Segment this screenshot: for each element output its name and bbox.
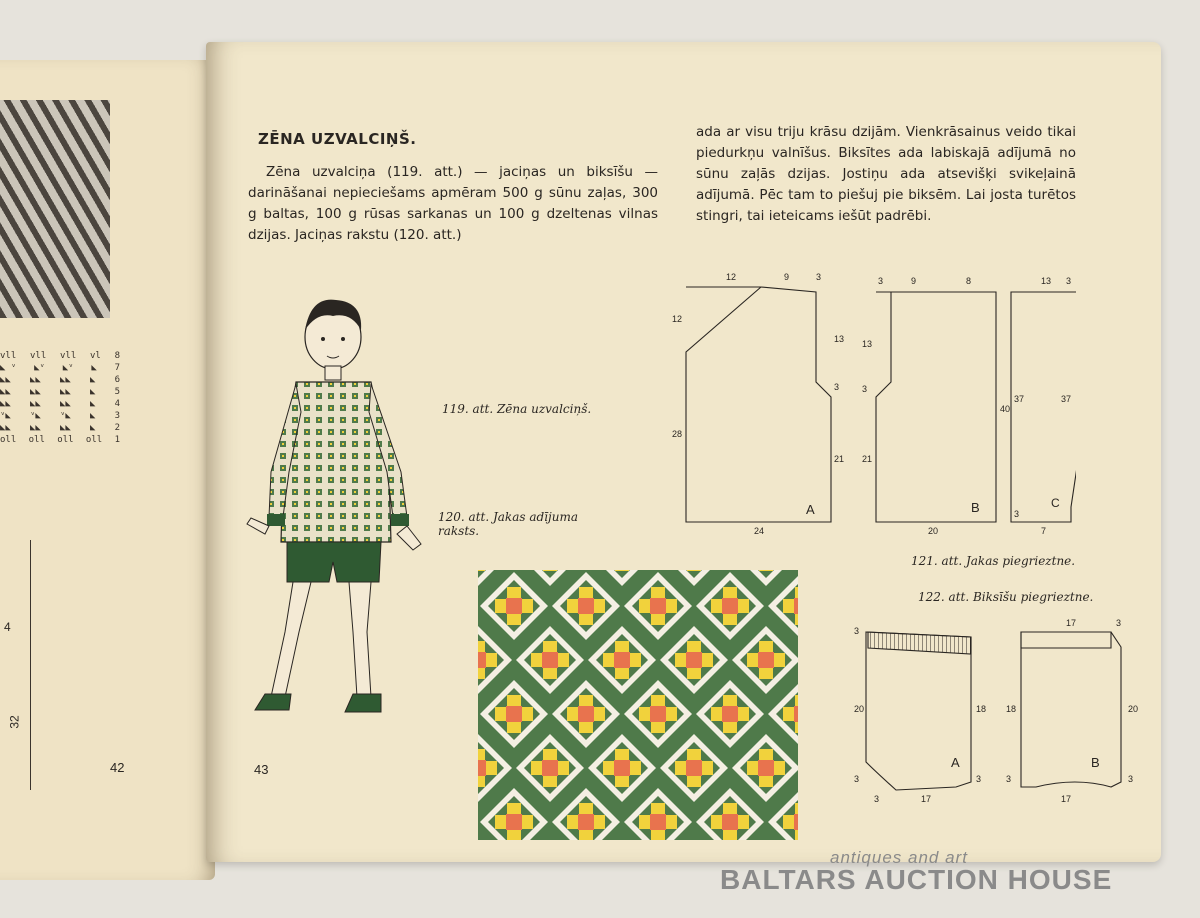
right-page bbox=[206, 42, 1161, 862]
pants-b-dim-corner: 3 bbox=[1006, 774, 1012, 784]
pants-b-dim-left: 18 bbox=[1006, 704, 1017, 714]
stitch-chart-cell: oll bbox=[0, 435, 17, 445]
stitch-chart-cell: 6 bbox=[114, 375, 120, 385]
b-dim-left-top: 13 bbox=[862, 339, 873, 349]
pants-a-dim-right: 18 bbox=[976, 704, 987, 714]
stitch-chart-row bbox=[0, 362, 120, 374]
stitch-chart-row bbox=[0, 350, 120, 362]
c-label: C bbox=[1051, 496, 1060, 510]
body-text-column-2: ada ar visu triju krāsu dzijām. Vienkrāsainus veido tikai piedurkņu valnīšus. Biksītes ada labiskajā adījumā no sūnu zaļās dzijas. Jostiņu ada atsevišķi svikeļainā adījumā. Pēc tam to piešuj pie biksēm. Lai josta turētos stingri, tai ieteicams iešūt padrēbi. bbox=[696, 124, 1076, 224]
b-dim-bottom: 20 bbox=[928, 526, 939, 536]
pants-b-dim-right: 20 bbox=[1128, 704, 1139, 714]
a-dim-left-top: 12 bbox=[672, 314, 683, 324]
stitch-chart-row bbox=[0, 434, 120, 446]
stitch-chart-cell: 2 bbox=[114, 423, 120, 433]
a-dim-right-mid: 3 bbox=[834, 382, 840, 392]
page-number-left: 42 bbox=[110, 760, 125, 775]
pants-a-dim-corner: 3 bbox=[874, 794, 880, 804]
pants-a-dim-bottom: 17 bbox=[921, 794, 932, 804]
jacket-pattern-diagram bbox=[666, 262, 1076, 542]
caption-120: 120. att. Jakas adījuma raksts. bbox=[438, 510, 578, 538]
stitch-chart-cell: ◣◣ bbox=[30, 387, 41, 397]
stitch-chart-cell: 4 bbox=[114, 399, 120, 409]
pants-a-dim-top-left: 3 bbox=[854, 626, 860, 636]
stitch-chart-cell: ◣ᵛ bbox=[34, 363, 45, 373]
pants-a-label: A bbox=[951, 755, 960, 770]
stitch-chart-cell: ◣◣ bbox=[60, 423, 71, 433]
stitch-chart-row bbox=[0, 386, 120, 398]
pants-a-dim-left: 20 bbox=[854, 704, 865, 714]
page-number-right: 43 bbox=[254, 762, 269, 777]
stitch-chart-cell: ◣ bbox=[90, 387, 96, 397]
c-dim-top: 13 bbox=[1041, 276, 1052, 286]
b-dim-left-bottom: 21 bbox=[862, 454, 873, 464]
c-dim-right: 37 bbox=[1061, 394, 1072, 404]
stitch-chart-cell: ◣◣ bbox=[60, 399, 71, 409]
a-dim-right-top: 13 bbox=[834, 334, 845, 344]
stitch-chart-cell: ◣◣ bbox=[0, 387, 11, 397]
stitch-chart-cell: vll bbox=[30, 351, 47, 361]
b-dim-top-right: 8 bbox=[966, 276, 972, 286]
a-dim-right-bottom: 21 bbox=[834, 454, 845, 464]
stitch-chart-cell: 8 bbox=[114, 351, 120, 361]
stitch-chart-cell: ◣ bbox=[90, 399, 96, 409]
pants-b-dim-bottom: 17 bbox=[1061, 794, 1072, 804]
stitch-chart-cell: ◣ bbox=[90, 423, 96, 433]
watermark-brand: BALTARS AUCTION HOUSE bbox=[720, 864, 1113, 895]
stitch-chart bbox=[0, 350, 120, 446]
knitting-stitch-photo bbox=[0, 100, 110, 318]
a-label: A bbox=[806, 502, 815, 517]
stitch-chart-row bbox=[0, 374, 120, 386]
stitch-chart-cell: ◣◣ bbox=[60, 375, 71, 385]
c-dim-top-right: 3 bbox=[1066, 276, 1072, 286]
stitch-chart-cell: vl bbox=[90, 351, 101, 361]
stitch-chart-cell: 3 bbox=[114, 411, 120, 421]
watermark-tagline: antiques and art bbox=[830, 848, 968, 867]
b-dim-top-mid: 9 bbox=[911, 276, 917, 286]
stitch-chart-cell: ᵛ◣ bbox=[30, 411, 41, 421]
stitch-chart-cell: ◣ bbox=[90, 375, 96, 385]
pants-b-label: B bbox=[1091, 755, 1100, 770]
stitch-chart-cell: 7 bbox=[114, 363, 120, 373]
left-dimension-line bbox=[30, 540, 31, 790]
stitch-chart-cell: ◣◣ bbox=[60, 387, 71, 397]
stitch-chart-cell: 5 bbox=[114, 387, 120, 397]
c-dim-left: 37 bbox=[1014, 394, 1025, 404]
caption-119: 119. att. Zēna uzvalciņš. bbox=[442, 402, 592, 416]
pants-pattern-diagram bbox=[846, 612, 1146, 807]
section-heading: ZĒNA UZVALCIŅŠ. bbox=[258, 130, 417, 148]
pants-b-dim-top: 17 bbox=[1066, 618, 1077, 628]
stitch-chart-cell: ◣ bbox=[90, 411, 96, 421]
caption-121: 121. att. Jakas piegrieztne. bbox=[911, 554, 1076, 568]
stitch-chart-cell: ᵛ◣ bbox=[60, 411, 71, 421]
stitch-chart-cell: 1 bbox=[114, 435, 120, 445]
stitch-chart-row bbox=[0, 422, 120, 434]
watermark bbox=[720, 848, 1112, 896]
stitch-chart-cell: ◣ ᵛ bbox=[0, 363, 17, 373]
stitch-chart-cell: oll bbox=[57, 435, 74, 445]
a-dim-top-right: 9 bbox=[784, 272, 790, 282]
stitch-chart-row bbox=[0, 398, 120, 410]
stitch-chart-cell: ◣◣ bbox=[0, 423, 11, 433]
b-label: B bbox=[971, 500, 980, 515]
b-dim-top-left: 3 bbox=[878, 276, 884, 286]
body-text-column-1: Zēna uzvalciņa (119. att.) — jaciņas un biksīšu — darināšanai nepieciešams apmēram 500 g sūnu zaļas, 300 g baltas, 100 g rūsas sarkanas un 100 g dzeltenas vilnas dzijas. Jaciņas rakstu (120. att.) bbox=[248, 164, 658, 243]
stitch-chart-cell: oll bbox=[85, 435, 103, 445]
jacket-knitting-pattern bbox=[478, 570, 798, 840]
left-dimension-4: 4 bbox=[4, 620, 11, 634]
pants-b-dim-bottom-right: 3 bbox=[1128, 774, 1134, 784]
left-dimension-32: 32 bbox=[7, 715, 22, 729]
stitch-chart-cell: ◣ bbox=[91, 363, 97, 373]
a-dim-top-left: 12 bbox=[726, 272, 737, 282]
stitch-chart-cell: ◣◣ bbox=[30, 423, 41, 433]
left-page bbox=[0, 60, 215, 880]
stitch-chart-cell: vll bbox=[0, 351, 17, 361]
a-dim-left-height: 28 bbox=[672, 429, 683, 439]
stitch-chart-cell: ◣ᵛ bbox=[62, 363, 74, 373]
pants-a-dim-bottom-left: 3 bbox=[854, 774, 860, 784]
stitch-chart-cell: ◣◣ bbox=[30, 375, 41, 385]
stitch-chart-cell: ◣◣ bbox=[30, 399, 41, 409]
stitch-chart-cell: ◣◣ bbox=[0, 399, 11, 409]
c-dim-left-bottom: 3 bbox=[1014, 509, 1020, 519]
stitch-chart-cell: vll bbox=[60, 351, 77, 361]
a-dim-top-edge: 3 bbox=[816, 272, 822, 282]
c-dim-bottom: 7 bbox=[1041, 526, 1047, 536]
boy-illustration bbox=[241, 282, 426, 722]
stitch-chart-cell: oll bbox=[28, 435, 45, 445]
stitch-chart-cell: ᵛ◣ bbox=[0, 411, 11, 421]
pants-b-dim-top-right: 3 bbox=[1116, 618, 1122, 628]
b-dim-left-mid: 3 bbox=[862, 384, 868, 394]
pattern-a-outline bbox=[686, 287, 831, 522]
a-dim-bottom: 24 bbox=[754, 526, 765, 536]
stitch-chart-cell: ◣◣ bbox=[0, 375, 11, 385]
stitch-chart-row bbox=[0, 410, 120, 422]
caption-122: 122. att. Biksīšu piegrieztne. bbox=[918, 590, 1094, 604]
b-dim-right-full: 40 bbox=[1000, 404, 1011, 414]
pants-a-dim-bottom-right: 3 bbox=[976, 774, 982, 784]
